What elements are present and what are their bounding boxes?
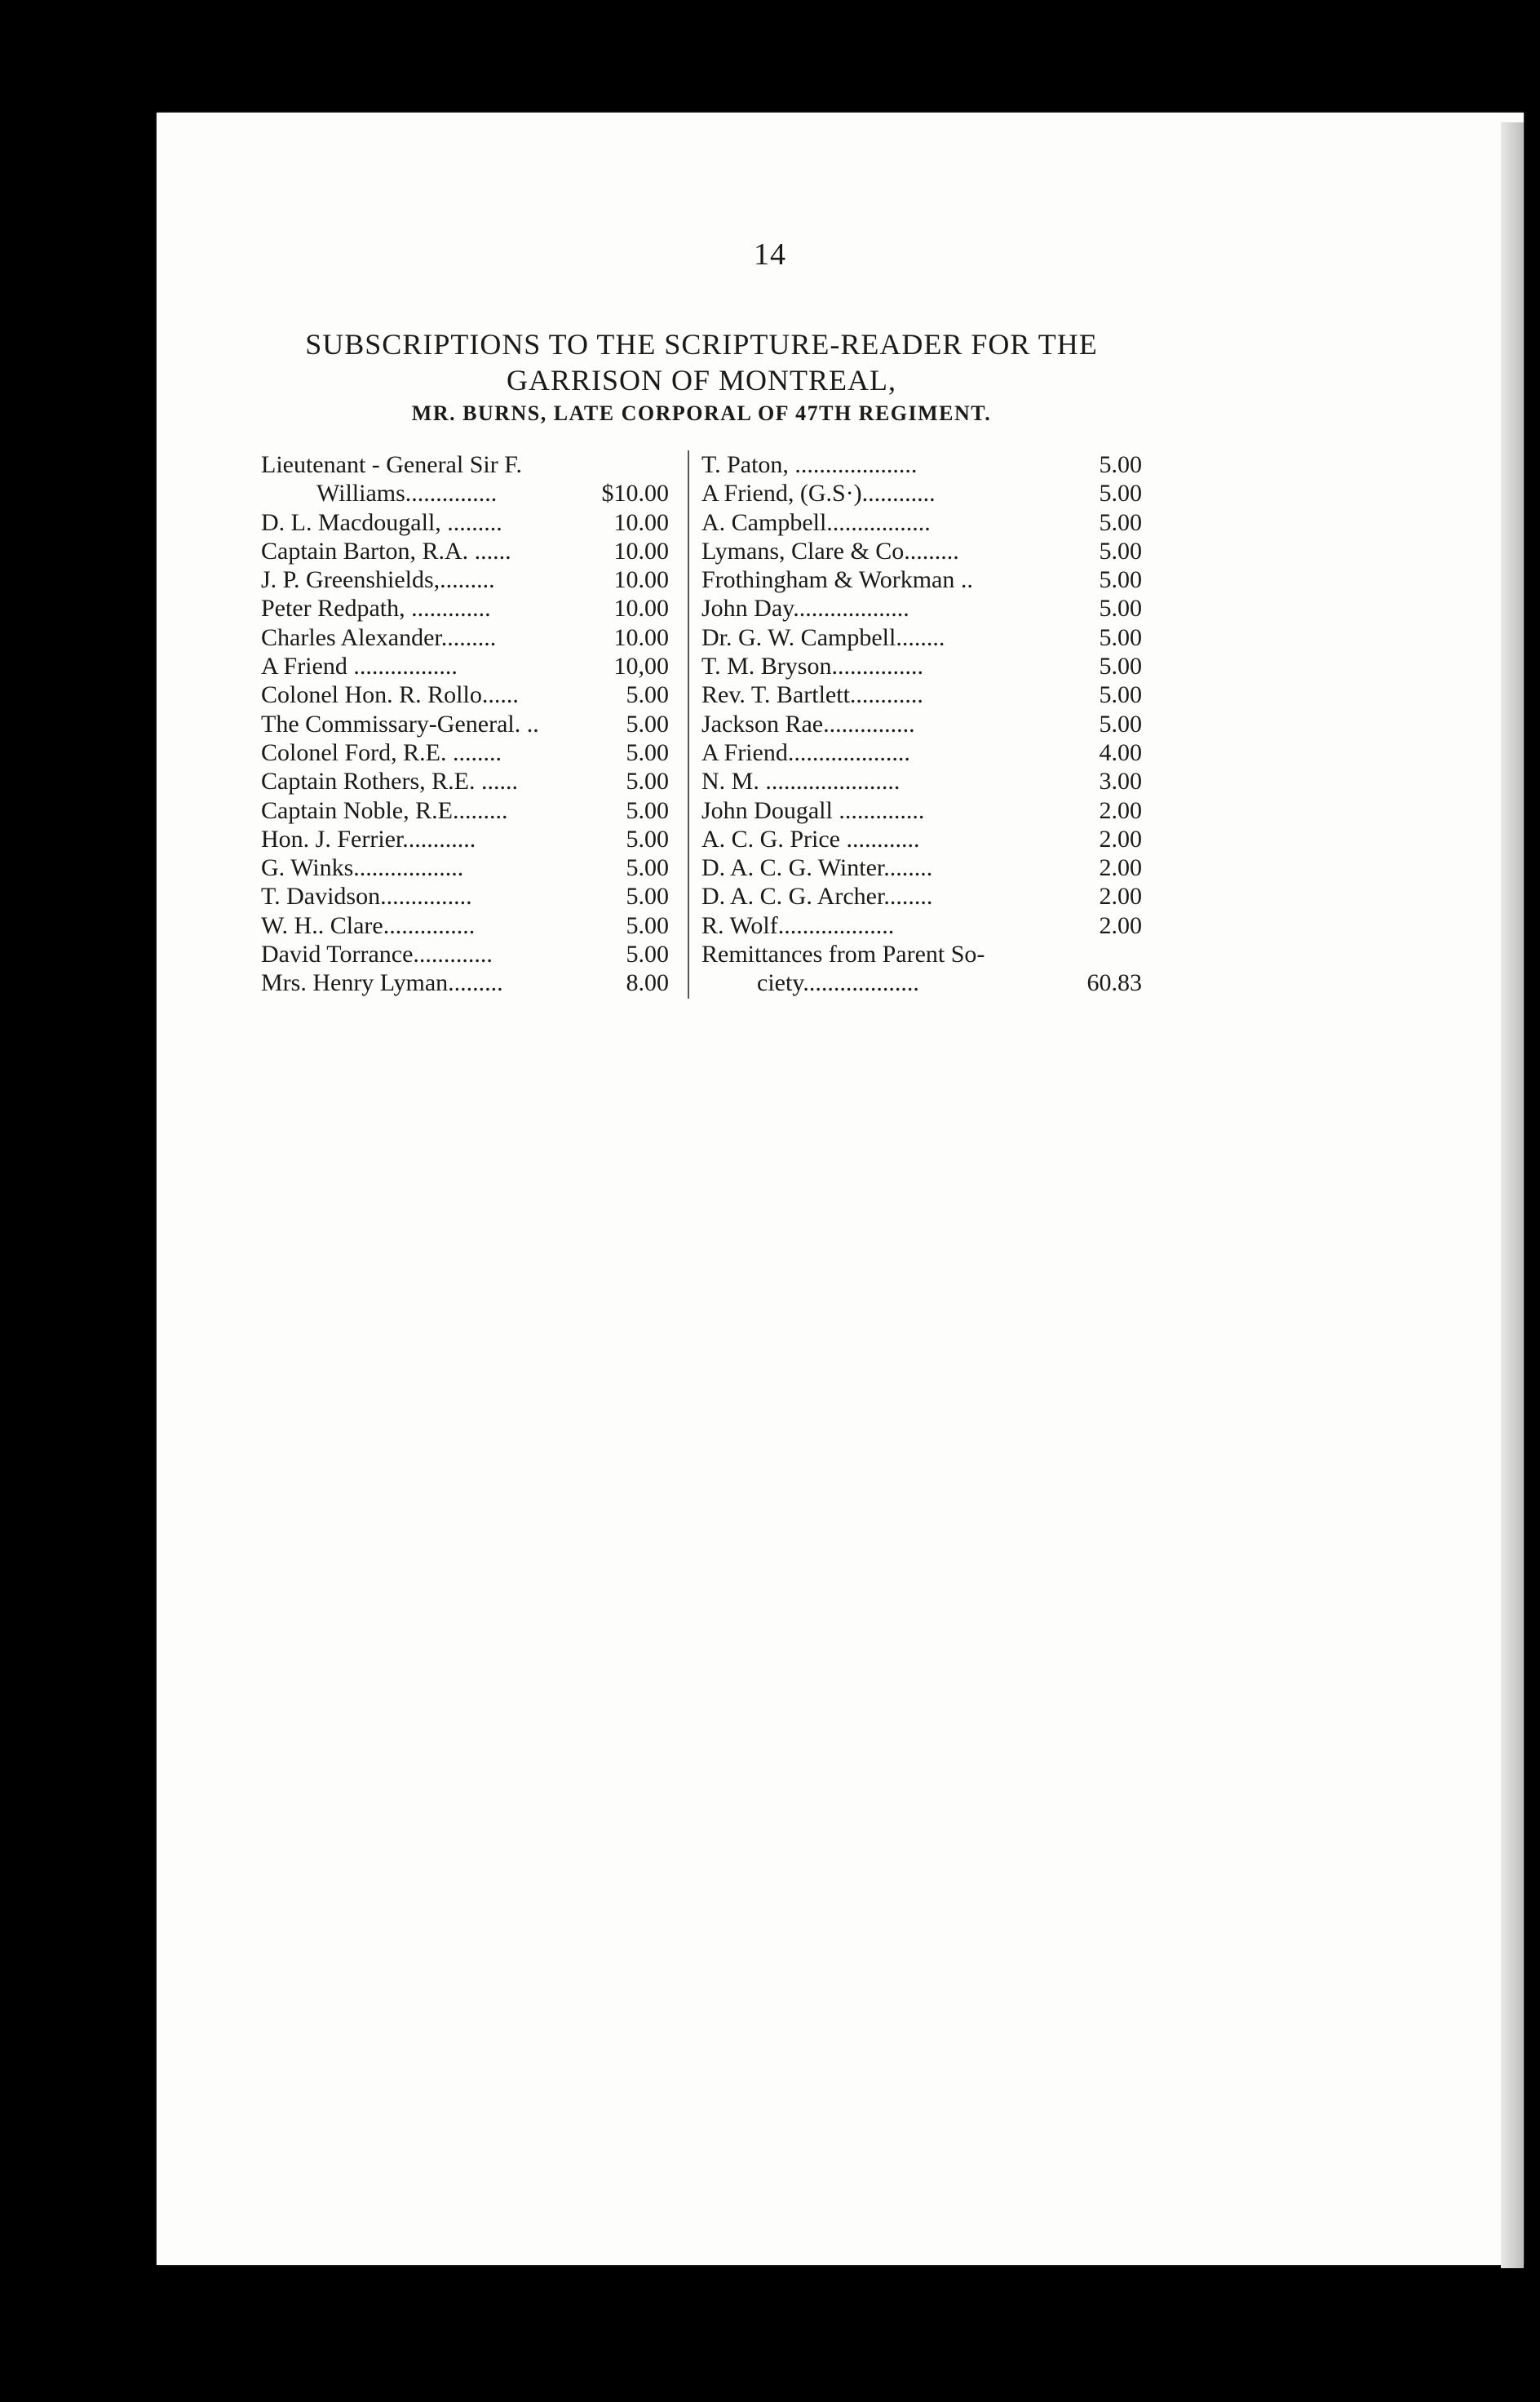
subscription-amount: 5.00 (1099, 480, 1142, 507)
subscription-amount: 5.00 (626, 710, 669, 738)
subscription-row (261, 450, 669, 479)
subscriber-name: Charles Alexander......... (261, 623, 497, 651)
subscription-row (261, 479, 669, 507)
subscriber-name: A. C. G. Price ............ (701, 825, 920, 853)
subscription-amount: 10.00 (613, 595, 669, 623)
subscriber-name: A Friend, (G.S·)............ (701, 480, 936, 507)
subscriber-name: Mrs. Henry Lyman......... (261, 969, 503, 997)
subscription-row (701, 479, 1142, 507)
subscription-amount: 5.00 (626, 681, 669, 709)
title-line-2: GARRISON OF MONTREAL, (506, 364, 897, 397)
page-number: 14 (754, 237, 786, 272)
subscription-amount: 8.00 (626, 969, 669, 997)
subscription-row (261, 623, 669, 652)
subscriber-name: Lieutenant - General Sir F. (261, 451, 522, 478)
subscription-row (701, 968, 1142, 997)
subscription-row (701, 450, 1142, 479)
subscriber-name: Captain Noble, R.E......... (261, 796, 508, 824)
subscription-amount: 5.00 (626, 738, 669, 766)
title-line-1: SUBSCRIPTIONS TO THE SCRIPTURE-READER FOR THE (305, 328, 1098, 361)
subscription-amount: 5.00 (626, 825, 669, 853)
subscription-amount: 2.00 (1099, 854, 1142, 882)
subscriber-name: Rev. T. Bartlett............ (701, 681, 923, 709)
subscriber-name: A Friend ................. (261, 653, 458, 680)
subscription-row (701, 911, 1142, 940)
subscriber-name: N. M. ...................... (701, 768, 901, 795)
subscription-amount: 5.00 (1099, 595, 1142, 623)
subscriber-name: G. Winks.................. (261, 854, 464, 882)
right-column (701, 450, 1142, 998)
subscription-amount: 5.00 (1099, 653, 1142, 680)
subscription-amount: 10.00 (613, 508, 669, 536)
subscription-row (701, 940, 1142, 968)
subscription-amount: 5.00 (626, 854, 669, 882)
subscriber-name: T. Paton, .................... (701, 451, 918, 478)
subscriber-name: Lymans, Clare & Co......... (701, 537, 959, 565)
subscription-row (701, 825, 1142, 853)
document-title (0, 326, 1403, 398)
subscription-row (261, 882, 669, 911)
subscription-row (701, 508, 1142, 537)
subscription-amount: 5.00 (1099, 566, 1142, 594)
subscription-row (261, 652, 669, 680)
subscription-amount: 5.00 (626, 883, 669, 911)
subscriber-name: A Friend.................... (701, 738, 910, 766)
subscription-amount: 2.00 (1099, 911, 1142, 939)
subscription-amount: 10.00 (613, 566, 669, 594)
subscription-amount: 10.00 (613, 623, 669, 651)
left-column (261, 450, 669, 998)
subscriber-name: Peter Redpath, ............. (261, 595, 491, 623)
subscriber-name: Captain Rothers, R.E. ...... (261, 768, 518, 795)
subscription-row (701, 537, 1142, 565)
subscription-row (261, 911, 669, 940)
subscriber-name: David Torrance............. (261, 941, 493, 968)
subscription-amount: 5.00 (1099, 710, 1142, 738)
subscriber-name: Jackson Rae............... (701, 710, 915, 738)
subscription-row (261, 767, 669, 795)
subscriber-name: Remittances from Parent So- (701, 941, 985, 968)
subscription-amount: 60.83 (1086, 969, 1142, 997)
subscription-row (701, 623, 1142, 652)
subscriber-name: Williams............... (316, 480, 498, 507)
subscription-amount: $10.00 (601, 480, 669, 507)
subscription-row (261, 853, 669, 882)
subscription-amount: 5.00 (626, 941, 669, 968)
subscription-row (701, 738, 1142, 767)
subscription-amount: 3.00 (1099, 768, 1142, 795)
subscriber-name: Colonel Hon. R. Rollo...... (261, 681, 519, 709)
subscription-row (701, 796, 1142, 825)
column-divider (688, 450, 689, 999)
subscription-amount: 10,00 (613, 653, 669, 680)
subscriber-name: John Dougall .............. (701, 796, 925, 824)
page-edge (1501, 122, 1524, 2268)
subscription-amount: 5.00 (1099, 623, 1142, 651)
subscriber-name: D. A. C. G. Winter........ (701, 854, 933, 882)
document-page (157, 113, 1524, 2265)
subscription-row (261, 537, 669, 565)
subscriber-name: D. L. Macdougall, ......... (261, 508, 502, 536)
subscription-amount: 5.00 (626, 768, 669, 795)
subscription-amount: 2.00 (1099, 825, 1142, 853)
subscription-row (261, 968, 669, 997)
subscriber-name: R. Wolf................... (701, 911, 895, 939)
subscription-row (701, 882, 1142, 911)
subscriber-name: J. P. Greenshields,......... (261, 566, 495, 594)
document-subtitle: MR. BURNS, LATE CORPORAL OF 47TH REGIMENT. (411, 401, 992, 425)
subscriber-name: Colonel Ford, R.E. ........ (261, 738, 502, 766)
subscription-amount: 10.00 (613, 537, 669, 565)
subscriber-name: Hon. J. Ferrier............ (261, 825, 476, 853)
subscription-row (261, 825, 669, 853)
subscription-row (701, 767, 1142, 795)
subscriber-name: A. Campbell................. (701, 508, 931, 536)
subscriber-name: Captain Barton, R.A. ...... (261, 537, 511, 565)
subscription-amount: 2.00 (1099, 883, 1142, 911)
subscription-amount: 2.00 (1099, 796, 1142, 824)
subscriber-name: D. A. C. G. Archer........ (701, 883, 933, 911)
subscriber-name: W. H.. Clare............... (261, 911, 476, 939)
subscription-row (261, 594, 669, 623)
subscription-row (701, 565, 1142, 594)
subscription-amount: 5.00 (626, 796, 669, 824)
subscriber-name: The Commissary-General. .. (261, 710, 539, 738)
subscription-row (261, 565, 669, 594)
subscription-row (701, 594, 1142, 623)
subscriber-name: John Day................... (701, 595, 909, 623)
subscription-row (261, 680, 669, 709)
subscription-amount: 5.00 (1099, 537, 1142, 565)
subscriber-name: T. Davidson............... (261, 883, 472, 911)
subscriber-name: ciety................... (757, 969, 919, 997)
subscription-amount: 4.00 (1099, 738, 1142, 766)
subscriber-name: T. M. Bryson............... (701, 653, 923, 680)
subscription-row (261, 738, 669, 767)
subscription-amount: 5.00 (1099, 451, 1142, 478)
subscription-amount: 5.00 (626, 911, 669, 939)
subscription-amount: 5.00 (1099, 681, 1142, 709)
subscription-row (261, 508, 669, 537)
subscription-row (701, 710, 1142, 738)
subscription-row (261, 796, 669, 825)
subscription-row (261, 710, 669, 738)
subscription-row (261, 940, 669, 968)
subscription-row (701, 680, 1142, 709)
subscription-row (701, 853, 1142, 882)
subscriber-name: Dr. G. W. Campbell........ (701, 623, 945, 651)
subscriptions-table (261, 450, 1142, 1005)
subscription-amount: 5.00 (1099, 508, 1142, 536)
subscriber-name: Frothingham & Workman .. (701, 566, 973, 594)
subscription-row (701, 652, 1142, 680)
